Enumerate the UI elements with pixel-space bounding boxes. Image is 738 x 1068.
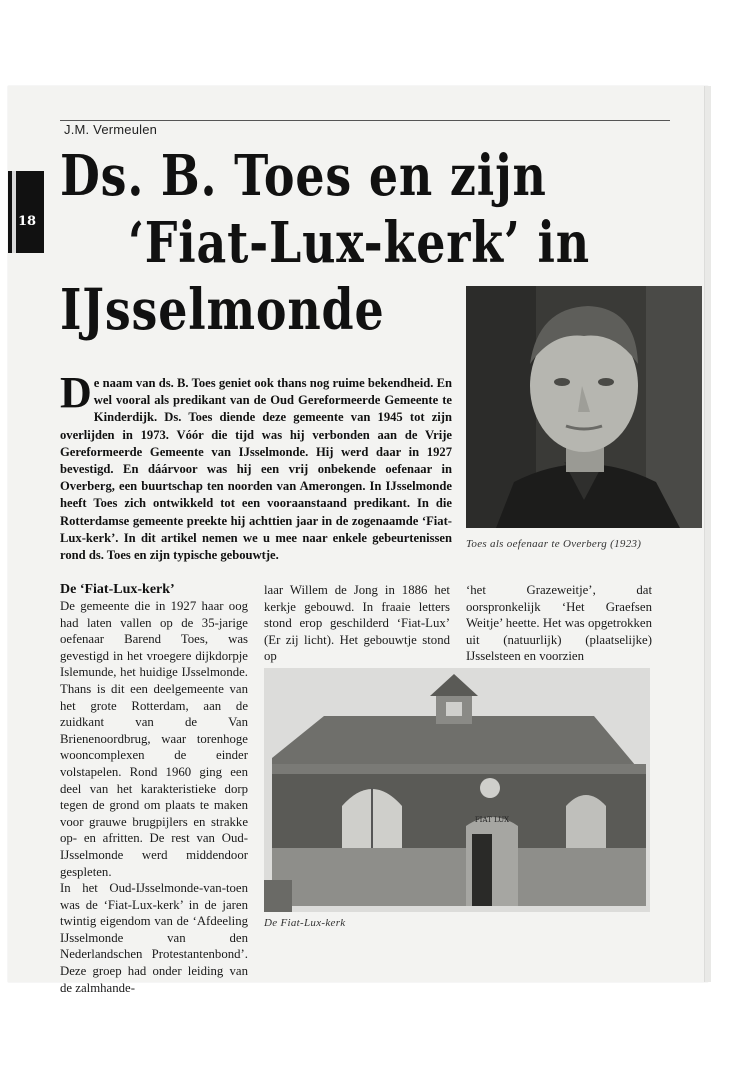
church-caption: De Fiat-Lux-kerk	[264, 917, 346, 929]
intro-paragraph	[60, 368, 452, 564]
article-title-line-3: IJsselmonde	[60, 277, 385, 343]
body-column-3	[466, 582, 652, 665]
page-tab-stripe	[12, 171, 16, 253]
page-number-tab	[8, 171, 44, 253]
author-name: J.M. Vermeulen	[64, 122, 158, 137]
article-title-line-1: Ds. B. Toes en zijn	[60, 143, 547, 209]
body-paragraph: In het Oud-IJsselmonde-van-toen was de ‘Fiat-Lux-kerk’ in de jaren twintig eigendom van de ‘Afdeeling IJsselmonde van den Nederlandschen Protestantenbond’. Deze groep had onder leiding van de zalmhande-	[60, 881, 248, 995]
church-photo	[264, 668, 650, 912]
top-rule	[60, 120, 670, 121]
page-edge	[704, 86, 711, 982]
intro-text: e naam van ds. B. Toes geniet ook thans nog ruime bekendheid. En wel vooral als predikant van de Oud Gereformeerde Gemeente te Kinderdijk. Ds. Toes diende deze gemeente van 1945 tot zijn overlijden in 1973. Vóór die tijd was hij verbonden aan de Vrije Gereformeerde Gemeente van IJsselmonde. Hij werd daar in 1927 bevestigd. En dáárvoor was hij een vrij onbekende oefenaar in Overberg, een buurtschap ten noorden van Amerongen. In IJsselmonde heeft Toes zich ontwikkeld tot een vooraanstaand predikant. In die Rotterdamse gemeente preekte hij achttien jaar in de zogenaamde ‘Fiat-Lux-kerk’. In dit artikel nemen we u mee naar enkele gebeurtenissen rond ds. Toes en zijn typische gebouwtje.	[60, 376, 452, 563]
portrait-caption: Toes als oefenaar te Overberg (1923)	[466, 538, 642, 550]
article-title-line-2: ‘Fiat-Lux-kerk’ in	[128, 210, 590, 276]
church-image	[264, 668, 650, 912]
section-heading: De ‘Fiat-Lux-kerk’	[60, 582, 175, 597]
portrait-image	[466, 286, 702, 528]
body-paragraph: laar Willem de Jong in 1886 het kerkje gebouwd. In fraaie letters stond erop geschilderd ‘Fiat-Lux’ (Er zij licht). Het gebouwtje stond op	[264, 583, 450, 664]
body-paragraph: ‘het Grazeweitje’, dat oorspronkelijk ‘Het Graefsen Weitje’ heette. Het was opgetrokken uit (natuurlijk) (plaatselijke) IJsselsteen en voorzien	[466, 583, 652, 664]
church-sign-text: FIAT LUX	[474, 816, 510, 824]
page-number: 18	[18, 214, 37, 229]
body-column-2	[264, 582, 450, 665]
body-paragraph: De gemeente die in 1927 haar oog had laten vallen op de 35-jarige oefenaar Barend Toes, was gevestigd in het vroegere dijkdorpje Islemunde, het huidige IJsselmonde. Thans is dit een deelgemeente van het grote Rotterdam, aan de zuidkant van de Van Brienenoordbrug, waar torenhoge wooncomplexen de einder volstapelen. Rond 1960 ging een deel van het karakteristieke dorp tegen de grond om plaats te maken voor grauwe brugpijlers en strakke op- en afritten. De rest van Oud-IJsselmonde werd middendoor gespleten.	[60, 599, 248, 879]
portrait-photo	[466, 286, 702, 528]
body-column-1	[60, 598, 248, 996]
drop-cap: D	[60, 368, 92, 417]
